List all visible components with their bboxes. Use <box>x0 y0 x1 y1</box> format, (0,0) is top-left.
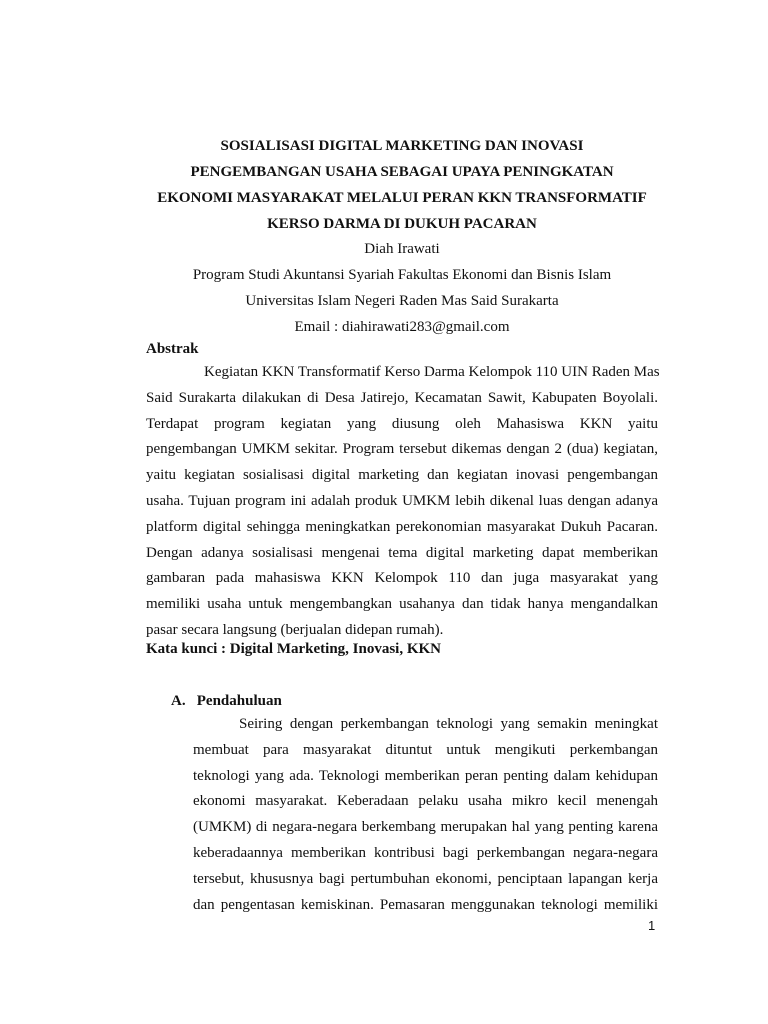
body-line: teknologi yang ada. Teknologi memberikan peran penting dalam kehidupan <box>193 767 658 784</box>
abstract-line: Terdapat program kegiatan yang diusung oleh Mahasiswa KKN yaitu <box>146 415 658 432</box>
abstract-line: pasar secara langsung (berjualan didepan rumah). <box>146 621 444 638</box>
abstract-line: Said Surakarta dilakukan di Desa Jatirejo, Kecamatan Sawit, Kabupaten Boyolali. <box>146 389 658 406</box>
body-line: membuat para masyarakat dituntut untuk mengikuti perkembangan <box>193 741 658 758</box>
author-block <box>146 236 658 340</box>
body-line: dan pengentasan kemiskinan. Pemasaran menggunakan teknologi memiliki <box>193 896 658 913</box>
author-name: Diah Irawati <box>364 241 440 257</box>
affiliation-university: Universitas Islam Negeri Raden Mas Said Surakarta <box>245 293 559 309</box>
abstract-heading: Abstrak <box>146 341 199 357</box>
keywords: Kata kunci : Digital Marketing, Inovasi, KKN <box>146 641 442 657</box>
body-line: Seiring dengan perkembangan teknologi yang semakin meningkat <box>239 716 658 732</box>
author-email: Email : diahirawati283@gmail.com <box>294 319 510 335</box>
abstract-line: gambaran pada mahasiswa KKN Kelompok 110 dan juga masyarakat yang <box>146 570 658 587</box>
section-title: Pendahuluan <box>196 693 282 709</box>
title-line: KERSO DARMA DI DUKUH PACARAN <box>267 216 537 232</box>
abstract-line: usaha. Tujuan program ini adalah produk UMKM lebih dikenal luas dengan adanya <box>146 492 658 509</box>
section-heading <box>171 688 282 714</box>
body-line: tersebut, khususnya bagi pertumbuhan ekonomi, penciptaan lapangan kerja <box>193 870 658 887</box>
affiliation-program: Program Studi Akuntansi Syariah Fakultas Ekonomi dan Bisnis Islam <box>192 267 612 283</box>
page-number: 1 <box>648 918 656 933</box>
abstract-line: platform digital sehingga meningkatkan perekonomian masyarakat Dukuh Pacaran. <box>146 518 658 535</box>
body-line: ekonomi masyarakat. Keberadaan pelaku usaha mikro kecil menengah <box>193 793 658 810</box>
section-number: A. <box>171 693 186 709</box>
title-line: PENGEMBANGAN USAHA SEBAGAI UPAYA PENINGKATAN <box>190 164 614 180</box>
title-line: SOSIALISASI DIGITAL MARKETING DAN INOVASI <box>220 138 584 154</box>
abstract-line: Kegiatan KKN Transformatif Kerso Darma Kelompok 110 UIN Raden Mas <box>204 364 660 380</box>
title-line: EKONOMI MASYARAKAT MELALUI PERAN KKN TRANSFORMATIF <box>157 190 647 206</box>
body-line: (UMKM) di negara-negara berkembang merupakan hal yang penting karena <box>193 819 658 836</box>
paper-title <box>146 133 658 237</box>
body-line: keberadaannya memberikan kontribusi bagi perkembangan negara-negara <box>193 844 658 861</box>
abstract-line: Dengan adanya sosialisasi mengenai tema digital marketing dapat memberikan <box>146 544 658 561</box>
abstract-line: pengembangan UMKM sekitar. Program tersebut dikemas dengan 2 (dua) kegiatan, <box>146 441 658 458</box>
abstract-line: yaitu kegiatan sosialisasi digital marketing dan kegiatan inovasi pengembangan <box>146 467 658 484</box>
abstract-line: memiliki usaha untuk mengembangkan usahanya dan tidak hanya mengandalkan <box>146 596 658 613</box>
section-body <box>193 712 658 918</box>
abstract-body <box>146 360 658 644</box>
